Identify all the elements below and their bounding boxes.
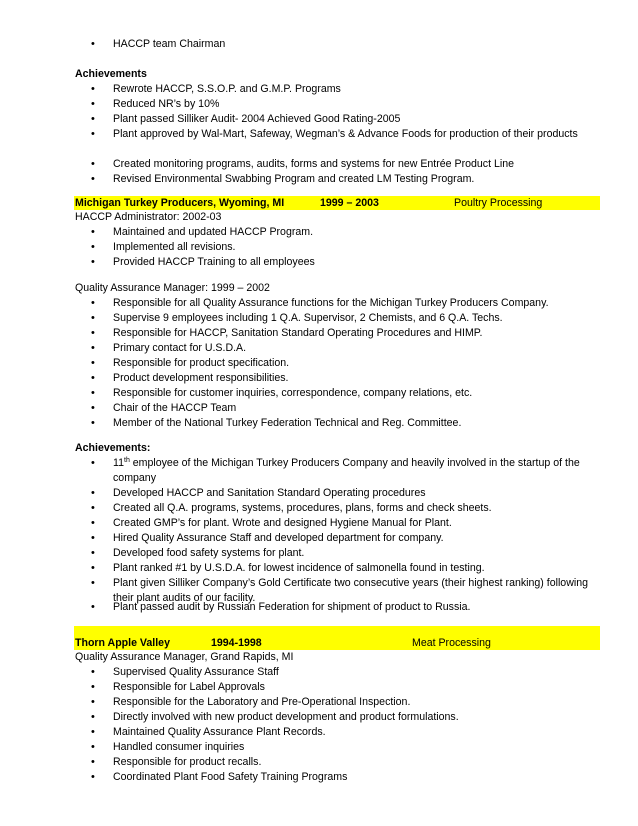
list-item: • Implemented all revisions. [91,241,236,253]
bullet-icon: • [91,417,95,429]
list-item: • 11th employee of the Michigan Turkey Producers Company and heavily involved in the startup of the company [91,457,580,484]
bullet-icon: • [91,532,95,544]
list-item: • Plant approved by Wal-Mart, Safeway, Wegman’s & Advance Foods for production of their products [91,128,578,140]
bullet-icon: • [91,756,95,768]
bullet-icon: • [91,256,95,268]
list-item: • Responsible for HACCP, Sanitation Standard Operating Procedures and HIMP. [91,327,483,339]
list-item: • Responsible for Label Approvals [91,681,265,693]
bullet-icon: • [91,711,95,723]
job-header-band [74,626,600,650]
bullet-icon: • [91,547,95,559]
bullet-icon: • [91,681,95,693]
list-item: • Hired Quality Assurance Staff and developed department for company. [91,532,444,544]
company-name: Michigan Turkey Producers, Wyoming, MI [75,197,285,209]
list-item: • Responsible for product recalls. [91,756,262,768]
bullet-icon: • [91,601,95,613]
list-item: • Plant ranked #1 by U.S.D.A. for lowest incidence of salmonella found in testing. [91,562,485,574]
list-item: • HACCP team Chairman [91,38,226,50]
bullet-icon: • [91,38,95,50]
job-years: 1994-1998 [211,637,262,649]
bullet-icon: • [91,128,95,140]
list-item: • Product development responsibilities. [91,372,289,384]
list-item: • Provided HACCP Training to all employees [91,256,315,268]
list-item: • Responsible for customer inquiries, correspondence, company relations, etc. [91,387,473,399]
list-item: • Created monitoring programs, audits, forms and systems for new Entrée Product Line [91,158,514,170]
bullet-icon: • [91,357,95,369]
list-item: • Responsible for the Laboratory and Pre-Operational Inspection. [91,696,411,708]
bullet-icon: • [91,297,95,309]
bullet-icon: • [91,771,95,783]
list-item: • Primary contact for U.S.D.A. [91,342,247,354]
list-item: • Chair of the HACCP Team [91,402,237,414]
list-item: • Plant passed audit by Russian Federation for shipment of product to Russia. [91,601,471,613]
list-item: • Coordinated Plant Food Safety Training Programs [91,771,348,783]
bullet-icon: • [91,113,95,125]
section-heading: Achievements [75,68,147,80]
list-item: • Responsible for all Quality Assurance functions for the Michigan Turkey Producers Company. [91,297,549,309]
bullet-icon: • [91,457,95,469]
list-item: • Reduced NR’s by 10% [91,98,220,110]
industry: Poultry Processing [454,197,543,209]
bullet-icon: • [91,173,95,185]
list-item: • Developed food safety systems for plant. [91,547,305,559]
bullet-icon: • [91,562,95,574]
list-item: • Maintained Quality Assurance Plant Records. [91,726,326,738]
bullet-icon: • [91,666,95,678]
bullet-icon: • [91,83,95,95]
list-item: • Revised Environmental Swabbing Program and created LM Testing Program. [91,173,475,185]
bullet-icon: • [91,158,95,170]
bullet-icon: • [91,98,95,110]
list-item: • Plant given Silliker Company’s Gold Certificate two consecutive years (their highest ranking) following their plant audits of our facility. [91,577,588,604]
list-item: • Maintained and updated HACCP Program. [91,226,314,238]
bullet-icon: • [91,372,95,384]
job-years: 1999 – 2003 [320,197,379,209]
bullet-icon: • [91,726,95,738]
bullet-icon: • [91,696,95,708]
bullet-icon: • [91,387,95,399]
role-title: Quality Assurance Manager: 1999 – 2002 [75,282,270,294]
bullet-icon: • [91,312,95,324]
industry: Meat Processing [412,637,491,649]
bullet-icon: • [91,741,95,753]
bullet-icon: • [91,502,95,514]
bullet-icon: • [91,517,95,529]
list-item: • Supervised Quality Assurance Staff [91,666,279,678]
company-name: Thorn Apple Valley [75,637,170,649]
bullet-icon: • [91,577,95,589]
list-item: • Rewrote HACCP, S.S.O.P. and G.M.P. Programs [91,83,341,95]
list-item: • Responsible for product specification. [91,357,290,369]
bullet-icon: • [91,226,95,238]
bullet-icon: • [91,241,95,253]
job-header-band [74,196,600,210]
list-item: • Developed HACCP and Sanitation Standard Operating procedures [91,487,426,499]
list-item: • Member of the National Turkey Federation Technical and Reg. Committee. [91,417,462,429]
list-item: • Directly involved with new product development and product formulations. [91,711,459,723]
bullet-icon: • [91,402,95,414]
bullet-icon: • [91,342,95,354]
list-item: • Handled consumer inquiries [91,741,245,753]
list-item: • Plant passed Silliker Audit- 2004 Achieved Good Rating-2005 [91,113,401,125]
role-title: Quality Assurance Manager, Grand Rapids, MI [75,651,294,663]
section-heading: Achievements: [75,442,151,454]
role-title: HACCP Administrator: 2002-03 [75,211,222,223]
list-item: • Supervise 9 employees including 1 Q.A. Supervisor, 2 Chemists, and 6 Q.A. Techs. [91,312,503,324]
list-item: • Created all Q.A. programs, systems, procedures, plans, forms and check sheets. [91,502,492,514]
list-item: • Created GMP’s for plant. Wrote and designed Hygiene Manual for Plant. [91,517,452,529]
bullet-icon: • [91,327,95,339]
bullet-icon: • [91,487,95,499]
